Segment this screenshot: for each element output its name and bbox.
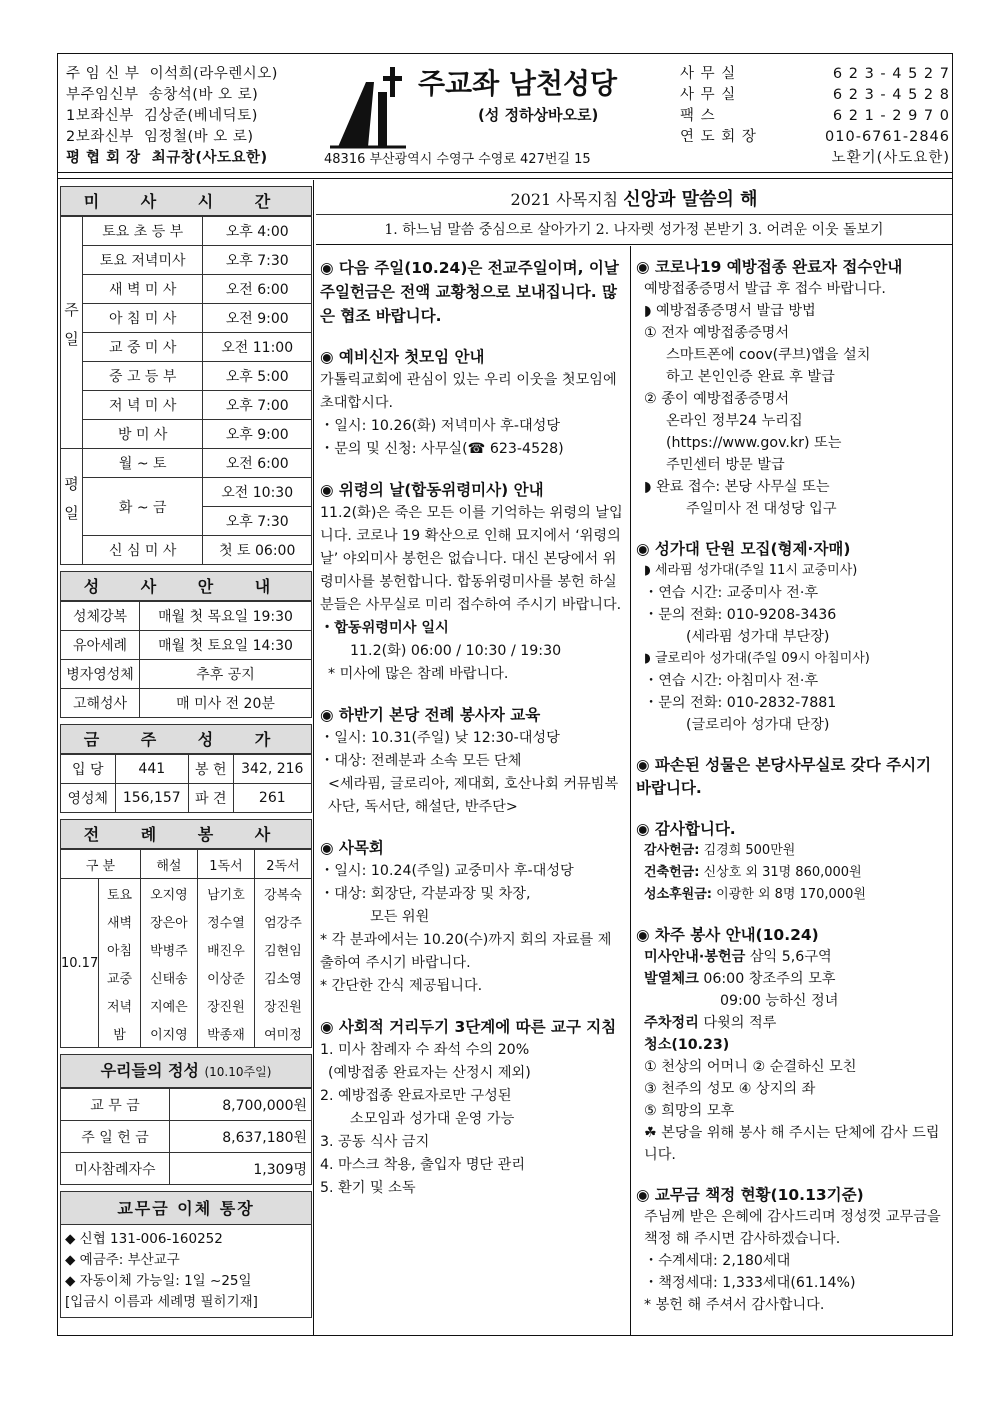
mass-name: 아 침 미 사 — [83, 304, 203, 333]
offering-label: 교 무 금 — [61, 1089, 170, 1121]
notice-title: ◉ 위령의 날(합동위령미사) 안내 — [320, 481, 544, 499]
notice-line: 11.2(화) 06:00 / 10:30 / 19:30 — [350, 643, 562, 659]
notice-line: ・문의 및 신청: 사무실(☎ 623-4528) — [320, 441, 564, 457]
mass-time: 오후 7:30 — [203, 507, 312, 536]
pledge-notice — [636, 1184, 950, 1316]
liturgy-reader2: 여미정 — [254, 1019, 311, 1048]
notice-line: ① 전자 예방접종증명서 — [644, 325, 790, 341]
hymns-table — [60, 754, 312, 813]
liturgy-mass: 교중 — [99, 963, 141, 991]
clergy-row: 2보좌신부 임정철(바 오 로) — [66, 129, 254, 145]
mass-time: 오전 11:00 — [203, 333, 312, 362]
mass-times-table — [60, 216, 312, 565]
notice-title: ◉ 사목회 — [320, 839, 384, 857]
mass-time: 오후 7:00 — [203, 391, 312, 420]
mass-time: 첫 토 06:00 — [203, 536, 312, 565]
notice-line: ・대상: 전례분과 소속 모든 단체 — [320, 753, 522, 769]
notice-line: ・대상: 회장단, 각분과장 및 차장, — [320, 886, 531, 902]
sacraments-table — [60, 601, 312, 718]
notice-line: ・수계세대: 2,180세대 — [644, 1253, 791, 1269]
notice-line: 주민센터 방문 발급 — [666, 457, 785, 473]
liturgy-commentator: 장은아 — [140, 907, 197, 935]
hymn-number: 342, 216 — [233, 755, 311, 784]
notice-line: ③ 천주의 성모 ④ 상지의 좌 — [644, 1081, 816, 1097]
liturgy-reader1: 남기호 — [197, 879, 254, 908]
clergy-row: 1보좌신부 김상준(베네딕토) — [66, 108, 258, 124]
mass-name: 중 고 등 부 — [83, 362, 203, 391]
liturgy-heading: 전 례 봉 사 — [60, 819, 312, 849]
offering-value: 8,700,000원 — [170, 1089, 312, 1121]
offering-label: 미사참례자수 — [61, 1153, 170, 1185]
liturgy-mass: 밤 — [99, 1019, 141, 1048]
liturgy-mass: 아침 — [99, 935, 141, 963]
sacrament-time: 매월 첫 목요일 19:30 — [140, 602, 312, 631]
notice-line: 4. 마스크 착용, 출입자 명단 관리 — [320, 1157, 526, 1173]
liturgy-commentator: 신태송 — [140, 963, 197, 991]
notice-line: 주일미사 전 대성당 입구 — [686, 501, 837, 517]
contact-row: 사 무 실 6 2 3 - 4 5 2 8 — [680, 87, 950, 103]
notice-line: * 미사에 많은 참례 바랍니다. — [328, 666, 509, 682]
contact-row: 노환기(사도요한) — [831, 150, 950, 166]
mass-time: 오전 9:00 — [203, 304, 312, 333]
sacrament-time: 추후 공지 — [140, 660, 312, 689]
parish-logo-icon — [328, 62, 408, 152]
account-line: ◆ 신협 131-006-160252 — [65, 1231, 223, 1247]
notice-line: ・책정세대: 1,333세대(61.14%) — [644, 1275, 856, 1291]
notice-text: 가톨릭교회에 관심이 있는 우리 이웃을 첫모임에 초대합시다. — [320, 372, 617, 411]
liturgy-reader2: 김소영 — [254, 963, 311, 991]
liturgy-reader1: 배진우 — [197, 935, 254, 963]
hymn-number: 156,157 — [115, 784, 189, 813]
offering-value: 1,309명 — [170, 1153, 312, 1185]
offering-label: 주 일 헌 금 — [61, 1121, 170, 1153]
clergy-row: 평 협 회 장 최규창(사도요한) — [66, 150, 268, 166]
right-column — [636, 256, 950, 1334]
liturgy-reader1: 정수열 — [197, 907, 254, 935]
notice-text: 주님께 받은 은혜에 감사드리며 정성껏 교무금을 책정 해 주시면 감사하겠습니다. — [644, 1209, 941, 1247]
notice-line: ◗ 완료 접수: 본당 사무실 또는 — [644, 479, 830, 495]
notice-line: ・문의 전화: 010-2832-7881 — [644, 695, 837, 711]
liturgy-mass: 저녁 — [99, 991, 141, 1019]
weekday-label: 평일 — [62, 475, 80, 534]
notice-line: ⑤ 희망의 모후 — [644, 1103, 735, 1119]
vaccine-notice — [636, 256, 950, 520]
sacrament-time: 매월 첫 토요일 14:30 — [140, 631, 312, 660]
mass-name: 토요 초 등 부 — [83, 217, 203, 246]
sacrament-name: 성체강복 — [61, 602, 140, 631]
mass-time: 오전 6:00 — [203, 449, 312, 478]
mass-time: 오전 10:30 — [203, 478, 312, 507]
council-notice — [320, 837, 625, 998]
liturgy-mass: 새벽 — [99, 907, 141, 935]
thanks-notice: ◉ 감사합니다. 감사헌금: 김경희 500만원 건축헌금: 신상호 외 31명 860,000원 성소후원금: 이광한 외 8명 170,000원 — [636, 818, 950, 906]
notice-line: * 간단한 간식 제공됩니다. — [320, 978, 483, 994]
notice-title: ◉ 예비신자 첫모임 안내 — [320, 348, 485, 366]
mass-time: 오전 6:00 — [203, 275, 312, 304]
notice-line: 1. 미사 참례자 수 좌석 수의 20% — [320, 1042, 530, 1058]
notice-line: ☘ 본당을 위해 봉사 해 주시는 단체에 감사 드립니다. — [644, 1125, 940, 1163]
hymn-label: 입 당 — [61, 755, 116, 784]
mass-time: 오후 5:00 — [203, 362, 312, 391]
notice-title: ◉ 감사합니다. — [636, 820, 736, 838]
notice-line: (세라핌 성가대 부단장) — [686, 629, 830, 645]
liturgy-reader1: 박종재 — [197, 1019, 254, 1048]
souls-day-notice — [320, 479, 625, 686]
clergy-row: 주 임 신 부 이석희(라우렌시오) — [66, 66, 278, 82]
contact-row: 팩 스 6 2 1 - 2 9 7 0 — [680, 108, 950, 124]
parish-subtitle: (성 정하상바오로) — [478, 106, 599, 124]
training-notice — [320, 704, 625, 819]
notice-line: ◗ 예방접종증명서 발급 방법 — [644, 303, 816, 319]
mission-notice: ◉ 다음 주일(10.24)은 전교주일이며, 이날 주일헌금은 전액 교황청으로 보내집니다. 많은 협조 바랍니다. — [320, 259, 619, 325]
contact-list — [680, 64, 950, 169]
notice-line: 삼익 5,6구역 — [749, 949, 832, 965]
mass-name: 방 미 사 — [83, 420, 203, 449]
header-divider — [57, 178, 953, 179]
notice-line: 5. 환기 및 소독 — [320, 1180, 416, 1196]
pastoral-theme-items: 1. 하느님 말씀 중심으로 살아가기 2. 나자렛 성가정 본받기 3. 어려운 이웃 돌보기 — [316, 216, 952, 245]
notice-line: 09:00 능하신 정녀 — [720, 993, 839, 1009]
liturgy-mass: 토요 — [99, 879, 141, 908]
liturgy-reader1: 이상준 — [197, 963, 254, 991]
liturgy-header: 1독서 — [197, 850, 254, 879]
notice-line: * 봉헌 해 주셔서 감사합니다. — [644, 1297, 825, 1313]
sunday-label: 주일 — [62, 301, 80, 360]
hymn-label: 봉 헌 — [189, 755, 234, 784]
mass-name: 교 중 미 사 — [83, 333, 203, 362]
hymns-heading: 금 주 성 가 — [60, 724, 312, 754]
parish-name: 주교좌 남천성당 — [418, 67, 618, 100]
column-divider — [630, 246, 631, 1336]
notice-line: 스마트폰에 coov(쿠브)앱을 설치 — [666, 347, 871, 363]
notice-line: 청소(10.23) — [644, 1037, 730, 1053]
liturgy-reader2: 김현임 — [254, 935, 311, 963]
mass-time: 오후 9:00 — [203, 420, 312, 449]
notice-line: 2. 예방접종 완료자로만 구성된 — [320, 1088, 512, 1104]
sacraments-heading: 성 사 안 내 — [60, 571, 312, 601]
column-divider — [313, 180, 314, 1336]
notice-line: ② 종이 예방접종증명서 — [644, 391, 790, 407]
sacrament-name: 유아세례 — [61, 631, 140, 660]
mass-name: 저 녁 미 사 — [83, 391, 203, 420]
liturgy-commentator: 박병주 — [140, 935, 197, 963]
notice-line: 예방접종증명서 발급 후 접수 바랍니다. — [644, 281, 886, 297]
liturgy-reader1: 장진원 — [197, 991, 254, 1019]
hymn-label: 영성체 — [61, 784, 116, 813]
liturgy-commentator: 오지영 — [140, 879, 197, 908]
notice-line: ・일시: 10.31(주일) 낮 12:30-대성당 — [320, 730, 560, 746]
notice-line: <세라핌, 글로리아, 제대회, 호산나회 커뮤빔복사단, 독서단, 해설단, 반주단> — [328, 776, 619, 815]
offerings-table — [60, 1088, 312, 1185]
mass-times-heading: 미 사 시 간 — [60, 186, 312, 216]
mass-name: 새 벽 미 사 — [83, 275, 203, 304]
notice-line: ・연습 시간: 아침미사 전·후 — [644, 673, 819, 689]
notice-line: 소모임과 성가대 운영 가능 — [350, 1111, 515, 1127]
mass-name: 신 심 미 사 — [83, 536, 203, 565]
notice-title: ◉ 교무금 책정 현황(10.13기준) — [636, 1186, 864, 1204]
catechumen-notice — [320, 346, 625, 461]
left-column — [60, 186, 312, 1318]
notice-line: 다윗의 적루 — [703, 1015, 777, 1031]
parish-address: 48316 부산광역시 수영구 수영로 427번길 15 — [324, 152, 591, 167]
middle-column — [320, 256, 625, 1218]
notice-text: 11.2(화)은 죽은 모든 이를 기억하는 위령의 날입니다. 코로나 19 확산으로 인해 묘지에서 ‘위령의 날’ 야외미사 봉헌은 없습니다. 대신 본당에서 위령미사를 봉헌합니다. 합동위령미사를 봉헌 하실 분들은 사무실로 미리 접수하여 주시기 바랍니다. — [320, 505, 623, 613]
hymn-number: 261 — [233, 784, 311, 813]
notice-line: 3. 공동 식사 금지 — [320, 1134, 430, 1150]
liturgy-commentator: 이지영 — [140, 1019, 197, 1048]
account-box — [60, 1225, 312, 1318]
notice-line: ・일시: 10.26(화) 저녁미사 후-대성당 — [320, 418, 561, 434]
choir-notice — [636, 538, 950, 736]
notice-line: 신상호 외 31명 860,000원 — [703, 865, 862, 880]
mass-name: 토요 저녁미사 — [83, 246, 203, 275]
notice-line: (글로리아 성가대 단장) — [686, 717, 830, 733]
notice-line: 06:00 창조주의 모후 — [703, 971, 836, 987]
notice-line: ◗ 세라핌 성가대(주일 11시 교중미사) — [644, 563, 858, 578]
liturgy-date: 10.17 — [61, 879, 99, 1048]
mass-time: 오후 4:00 — [203, 217, 312, 246]
notice-line: ① 천상의 어머니 ② 순결하신 모친 — [644, 1059, 857, 1075]
pastoral-theme: 2021 사목지침 신앙과 말씀의 해 — [316, 186, 952, 215]
mass-time: 오후 7:30 — [203, 246, 312, 275]
gov-link[interactable]: (https://www.gov.kr) 또는 — [666, 435, 842, 451]
notice-line: 온라인 정부24 누리집 — [666, 413, 803, 429]
distancing-notice — [320, 1016, 625, 1200]
contact-row: 사 무 실 6 2 3 - 4 5 2 7 — [680, 66, 950, 82]
notice-line: ・연습 시간: 교중미사 전·후 — [644, 585, 819, 601]
hymn-number: 441 — [115, 755, 189, 784]
notice-line: ・합동위령미사 일시 — [320, 620, 449, 636]
liturgy-table — [60, 849, 312, 1048]
sacrament-name: 고해성사 — [61, 689, 140, 718]
service-notice: ◉ 차주 봉사 안내(10.24) 미사안내·봉헌금 삼익 5,6구역 발열체크 06:00 창조주의 모후 09:00 능하신 정녀 주차정리 다윗의 적루 청소(10.23) ① 천상의 어머니 ② 순결하신 모친 ③ 천주의 성모 ④ 상지의 좌 ⑤ 희망의 모후 ☘ 본당을 위해 봉사 해 주시는 단체에 감사 드립니다. — [636, 924, 950, 1166]
liturgy-header: 구 분 — [61, 850, 141, 879]
notice-line: * 각 분과에서는 10.20(수)까지 회의 자료를 제출하여 주시기 바랍니다. — [320, 932, 612, 971]
account-line: ◆ 자동이체 가능일: 1일 ~25일 — [65, 1273, 252, 1289]
account-line: [입금시 이름과 세례명 필히기재] — [65, 1294, 258, 1310]
offering-value: 8,637,180원 — [170, 1121, 312, 1153]
sacrament-time: 매 미사 전 20분 — [140, 689, 312, 718]
liturgy-reader2: 엄강주 — [254, 907, 311, 935]
mass-name: 화 ~ 금 — [83, 478, 203, 536]
hymn-label: 파 견 — [189, 784, 234, 813]
notice-title: ◉ 성가대 단원 모집(형제·자매) — [636, 540, 851, 558]
notice-line: ・일시: 10.24(주일) 교중미사 후-대성당 — [320, 863, 574, 879]
liturgy-reader2: 장진원 — [254, 991, 311, 1019]
notice-line: 하고 본인인증 완료 후 발급 — [666, 369, 835, 385]
sacrament-name: 병자영성체 — [61, 660, 140, 689]
liturgy-header: 2독서 — [254, 850, 311, 879]
liturgy-header: 해설 — [140, 850, 197, 879]
liturgy-reader2: 강복숙 — [254, 879, 311, 908]
notice-line: ・문의 전화: 010-9208-3436 — [644, 607, 837, 623]
contact-row: 연 도 회 장 010-6761-2846 — [680, 129, 950, 145]
notice-title: ◉ 사회적 거리두기 3단계에 따른 교구 지침 — [320, 1018, 617, 1036]
account-heading: 교무금 이체 통장 — [60, 1191, 312, 1225]
notice-title: ◉ 코로나19 예방접종 완료자 접수안내 — [636, 258, 903, 276]
mass-name: 월 ~ 토 — [83, 449, 203, 478]
notice-line: (예방접종 완료자는 산정시 제외) — [328, 1065, 531, 1081]
clergy-row: 부주임신부 송창석(바 오 로) — [66, 87, 259, 103]
header-divider — [57, 172, 953, 173]
notice-line: ◗ 글로리아 성가대(주일 09시 아침미사) — [644, 651, 870, 666]
clergy-list — [66, 64, 316, 169]
notice-line: 김경희 500만원 — [703, 843, 796, 858]
notice-title: ◉ 하반기 본당 전례 봉사자 교육 — [320, 706, 541, 724]
account-line: ◆ 예금주: 부산교구 — [65, 1252, 180, 1268]
notice-title: ◉ 차주 봉사 안내(10.24) — [636, 926, 819, 944]
damaged-items-notice: ◉ 파손된 성물은 본당사무실로 갖다 주시기 바랍니다. — [636, 756, 932, 797]
notice-line: 이광한 외 8명 170,000원 — [716, 887, 866, 902]
notice-line: 모든 위원 — [370, 909, 430, 925]
liturgy-commentator: 지예은 — [140, 991, 197, 1019]
offerings-heading: 우리들의 정성 (10.10주일) — [60, 1054, 312, 1088]
